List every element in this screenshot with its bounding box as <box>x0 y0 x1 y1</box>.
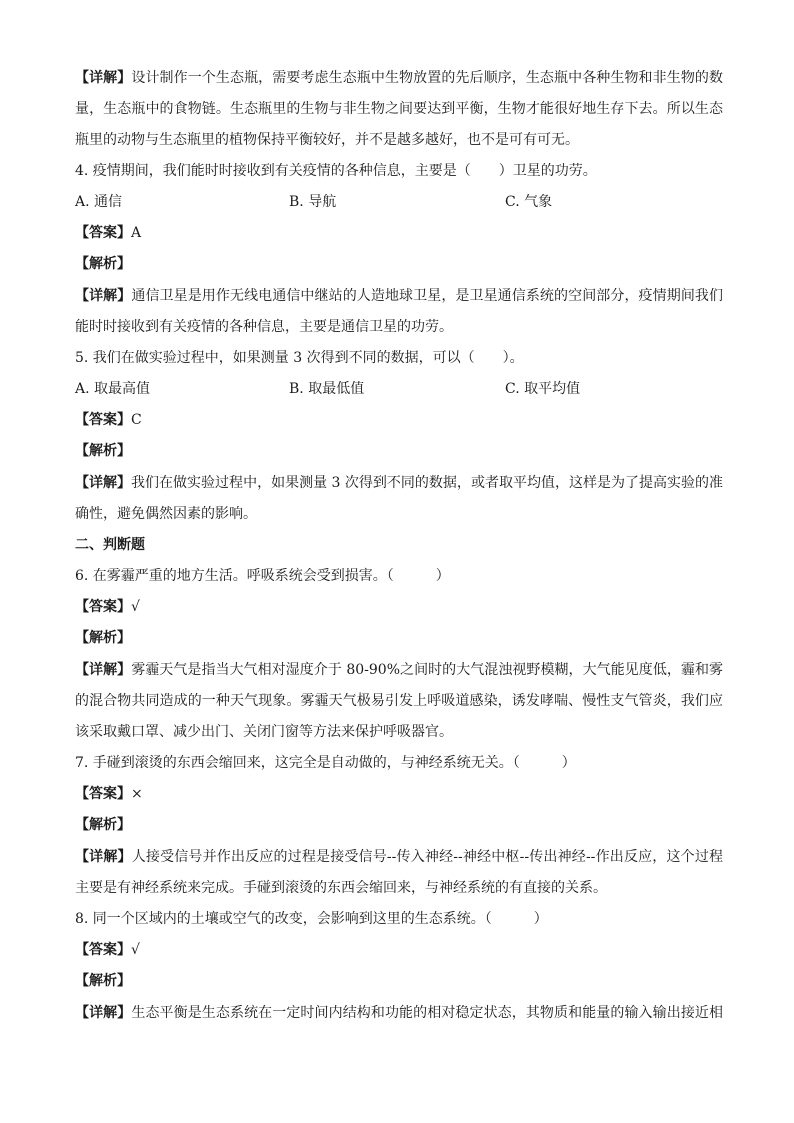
q5-option-b: B. 取最低值 <box>289 381 365 397</box>
q5-analysis-tag <box>75 443 723 459</box>
section-title: 二、判断题 <box>75 537 145 553</box>
q5-option-a: A. 取最高值 <box>75 381 151 397</box>
analysis-tag: 【解析】 <box>75 630 131 646</box>
q4-detail-text-1: 通信卫星是用作无线电通信中继站的人造地球卫星，是卫星通信系统的空间部分，疫情期间我们 <box>131 288 724 304</box>
answer-tag: 【答案】 <box>75 786 131 802</box>
q8-stem: 8. 同一个区域内的土壤或空气的改变，会影响到这里的生态系统。（ ） <box>75 911 548 927</box>
detail-tag: 【详解】 <box>75 849 132 865</box>
q6-detail-text-1: 雾霾天气是指当大气相对湿度介于 80-90%之间时的大气混浊视野模糊，大气能见度低，霾和雾 <box>131 662 723 678</box>
answer-tag: 【答案】 <box>75 225 131 241</box>
q5-detail-text-1: 我们在做实验过程中，如果测量 3 次得到不同的数据，或者取平均值，这样是为了提高实验的准 <box>131 475 724 491</box>
q5-option-c: C. 取平均值 <box>505 381 581 397</box>
q4-option-a: A. 通信 <box>75 194 123 210</box>
detail-tag: 【详解】 <box>75 288 132 304</box>
q5-answer <box>75 412 723 428</box>
q8-answer <box>75 942 723 958</box>
q4-detail-line-1 <box>75 288 723 304</box>
q4-option-b: B. 导航 <box>289 194 337 210</box>
q3-detail-line-1 <box>75 70 723 86</box>
analysis-tag: 【解析】 <box>75 817 131 833</box>
q5-stem: 5. 我们在做实验过程中，如果测量 3 次得到不同的数据，可以（ ）。 <box>75 350 524 366</box>
q5-detail-line-2: 确性，避免偶然因素的影响。 <box>75 506 257 522</box>
q8-detail-line-1 <box>75 1005 723 1021</box>
q6-detail-line-1 <box>75 662 723 678</box>
detail-tag: 【详解】 <box>75 70 132 86</box>
q7-detail-line-1 <box>75 849 723 865</box>
q3-detail-line-3: 瓶里的动物与生态瓶里的植物保持平衡较好，并不是越多越好，也不是可有可无。 <box>75 132 579 148</box>
q4-analysis-tag <box>75 256 723 272</box>
answer-tag: 【答案】 <box>75 599 131 615</box>
q6-answer-value: √ <box>131 599 140 615</box>
q4-answer-value: A <box>131 225 142 241</box>
q7-detail-text-1: 人接受信号并作出反应的过程是接受信号--传入神经--神经中枢--传出神经--作出反应，这个过程 <box>131 849 724 865</box>
q6-stem: 6. 在雾霾严重的地方生活。呼吸系统会受到损害。（ ） <box>75 568 450 584</box>
q3-detail-line-2: 量，生态瓶中的食物链。生态瓶里的生物与非生物之间要达到平衡，生物才能很好地生存下去。所以生态 <box>75 101 723 117</box>
q6-detail-line-3: 该采取戴口罩、减少出门、关闭门窗等方法来保护呼吸器官。 <box>75 724 453 740</box>
q7-answer-value: × <box>131 786 143 802</box>
q7-analysis-tag <box>75 817 723 833</box>
q8-analysis-tag <box>75 973 723 989</box>
analysis-tag: 【解析】 <box>75 973 131 989</box>
q6-analysis-tag <box>75 630 723 646</box>
q8-detail-text-1: 生态平衡是生态系统在一定时间内结构和功能的相对稳定状态，其物质和能量的输入输出接近相 <box>131 1005 724 1021</box>
detail-tag: 【详解】 <box>75 662 132 678</box>
q5-answer-value: C <box>131 412 142 428</box>
q7-answer <box>75 786 723 802</box>
analysis-tag: 【解析】 <box>75 443 131 459</box>
q7-stem: 7. 手碰到滚烫的东西会缩回来，这完全是自动做的，与神经系统无关。（ ） <box>75 755 576 771</box>
q8-answer-value: √ <box>131 942 140 958</box>
q7-detail-line-2: 主要是有神经系统来完成。手碰到滚烫的东西会缩回来，与神经系统的有直接的关系。 <box>75 880 607 896</box>
q6-detail-line-2: 的混合物共同造成的一种天气现象。雾霾天气极易引发上呼吸道感染，诱发哮喘、慢性支气管炎，我们应 <box>75 693 723 709</box>
q3-detail-text-1: 设计制作一个生态瓶，需要考虑生态瓶中生物放置的先后顺序，生态瓶中各种生物和非生物的数 <box>131 70 724 86</box>
analysis-tag: 【解析】 <box>75 256 131 272</box>
q4-answer <box>75 225 723 241</box>
answer-tag: 【答案】 <box>75 412 131 428</box>
answer-tag: 【答案】 <box>75 942 131 958</box>
q5-detail-line-1 <box>75 475 723 491</box>
q4-option-c: C. 气象 <box>505 194 553 210</box>
q4-detail-line-2: 能时时接收到有关疫情的各种信息，主要是通信卫星的功劳。 <box>75 319 453 335</box>
q4-stem: 4. 疫情期间，我们能时时接收到有关疫情的各种信息，主要是（ ）卫星的功劳。 <box>75 163 597 179</box>
detail-tag: 【详解】 <box>75 475 132 491</box>
detail-tag: 【详解】 <box>75 1005 132 1021</box>
q6-answer <box>75 599 723 615</box>
